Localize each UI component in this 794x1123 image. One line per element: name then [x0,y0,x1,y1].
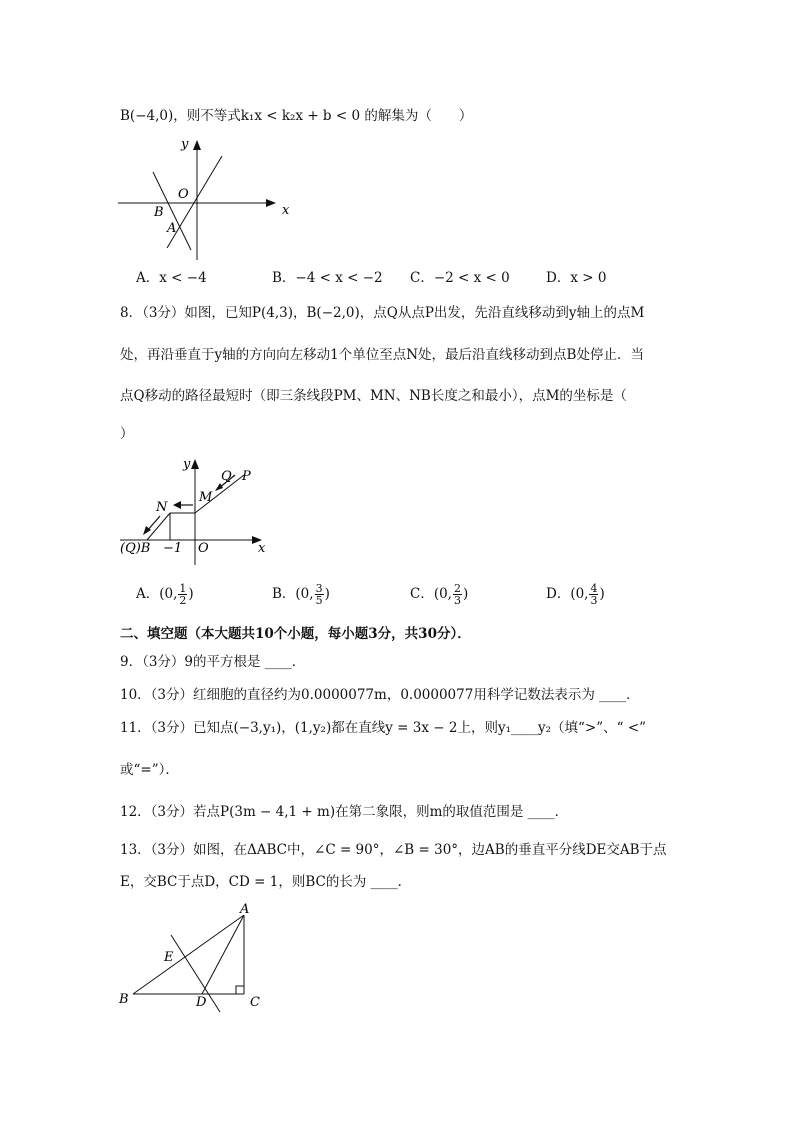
q7-label-b: B [154,205,164,220]
q8-line-4: ） [120,426,134,442]
q13-label-a: A [240,902,250,917]
q7-figure [118,136,293,262]
q8-label-qb: (Q)B [120,541,151,556]
q7-label-y: y [181,137,189,152]
q8-figure [118,455,268,567]
q8-label-q: Q [221,469,232,484]
q13-line-1: 13．（3分）如图，在ΔABC中，∠C = 90°，∠B = 30°，边AB的垂直平分线DE交AB于点 [120,842,667,858]
q8-option-a: A．(0, $\frac{1}{2}$ ) [136,582,194,607]
q11-line-2: 或“=”）． [120,762,179,778]
q7-label-x: x [282,203,290,218]
q13-line-2: E，交BC于点D，CD = 1，则BC的长为 ____． [120,874,412,890]
q7-option-c: C．−2 < x < 0 [410,270,510,286]
q8-option-c: C．(0, $\frac{2}{3}$ ) [410,582,469,607]
q8-label-p: P [242,469,251,484]
q7-option-a: A．x < −4 [136,270,207,286]
q13-label-b: B [119,992,129,1007]
q13-segment-ad [202,915,244,994]
q8-label-x: x [258,541,266,556]
q8-y-arrow [191,459,199,469]
q8-option-b: B．(0, $\frac{3}{5}$ ) [272,582,330,607]
q13-figure [116,898,276,1018]
q7-x-arrow [266,199,276,207]
q9-text: 9．（3分）9的平方根是 ____． [120,654,306,670]
q13-side-ab [133,915,244,994]
q7-label-a: A [167,221,177,236]
q8-line-3: 点Q移动的路径最短时（即三条线段PM、MN、NB长度之和最小），点M的坐标是（ [120,388,627,404]
q8-label-neg1: −1 [163,541,183,556]
q7-y-arrow [193,140,201,150]
q11-line-1: 11．（3分）已知点(−3,y₁)，(1,y₂)都在直线y = 3x − 2上，则y₁____y₂（填“>”、“ <” [120,720,647,736]
q8-label-m: M [199,490,213,505]
q8-line-2: 处，再沿垂直于y轴的方向向左移动1个单位至点N处，最后沿直线移动到点B处停止．当 [120,347,644,363]
q13-label-d: D [196,995,207,1010]
q8-label-n: N [156,500,168,515]
q7-option-b: B．−4 < x < −2 [272,270,383,286]
section-2-heading: 二、填空题（本大题共10个小题，每小题3分，共30分）． [120,626,471,642]
q7-label-o: O [178,187,189,202]
q7-option-d: D．x > 0 [546,270,607,286]
q8-label-y: y [183,457,191,472]
q13-label-c: C [250,995,260,1010]
q8-label-o: O [198,541,209,556]
q8-line-1: 8．（3分）如图，已知P(4,3)，B(−2,0)，点Q从点P出发，先沿直线移动到y轴上的点M [120,305,645,321]
q13-right-angle-mark [236,986,244,994]
q10-text: 10．（3分）红细胞的直径约为0.0000077m，0.0000077用科学记数法表示为 ____． [120,687,640,703]
q7-text: B(−4,0)，则不等式k₁x < k₂x + b < 0 的解集为（ ） [120,108,473,124]
q13-label-e: E [164,950,174,965]
q12-text: 12．（3分）若点P(3m − 4,1 + m)在第二象限，则m的取值范围是 ____． [120,804,569,820]
q8-option-d: D．(0, $\frac{4}{3}$ ) [546,582,605,607]
